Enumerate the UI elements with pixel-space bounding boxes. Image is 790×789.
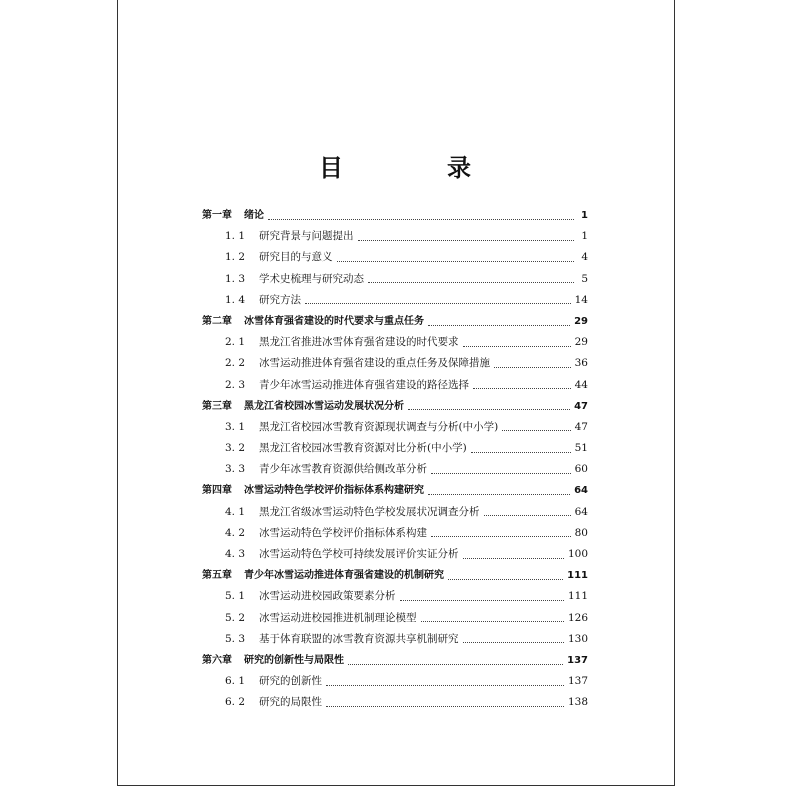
toc-section-row (202, 226, 588, 247)
dot-leader (448, 578, 563, 580)
toc-entry-number: 5. 2 (225, 611, 246, 624)
toc-chapter-row (202, 396, 588, 417)
toc-entry-label: 研究的创新性 (259, 675, 322, 688)
toc-section-row (202, 459, 588, 480)
toc-section-row (202, 353, 588, 374)
toc-entry-number: 3. 2 (225, 442, 246, 455)
toc-chapter-row (202, 565, 588, 586)
toc-page-number: 130 (567, 632, 588, 645)
toc-section-row (202, 417, 588, 438)
toc-section-row (202, 523, 588, 544)
toc-entry-number: 4. 3 (225, 548, 246, 560)
toc-page-number: 64 (574, 505, 588, 518)
toc-entry-label: 绪论 (244, 210, 264, 221)
toc-section-row (202, 247, 588, 268)
toc-page-number: 126 (567, 611, 588, 624)
dot-leader (484, 514, 571, 516)
toc-page-number: 138 (567, 696, 588, 709)
toc-entry-label: 冰雪运动特色学校评价指标体系构建 (259, 526, 427, 539)
toc-entry-number: 第二章 (202, 315, 232, 327)
toc-page-number: 29 (574, 315, 588, 327)
toc-section-row (202, 629, 588, 650)
toc-entry-number: 4. 1 (225, 505, 246, 518)
table-of-contents (202, 205, 588, 714)
toc-section-row (202, 586, 588, 607)
dot-leader (337, 260, 575, 262)
toc-section-row (202, 332, 588, 353)
dot-leader (268, 218, 574, 220)
toc-entry-label: 冰雪运动特色学校可持续发展评价实证分析 (259, 548, 459, 560)
toc-entry-number: 第六章 (202, 654, 232, 666)
toc-entry-number: 2. 1 (225, 336, 246, 349)
toc-page-number: 60 (574, 463, 588, 476)
toc-page-number: 137 (567, 654, 588, 666)
dot-leader (431, 472, 571, 474)
dot-leader (368, 281, 574, 283)
toc-entry-number: 3. 1 (225, 420, 246, 433)
toc-page-number: 1 (581, 210, 588, 221)
toc-page-number: 44 (574, 378, 588, 391)
toc-entry-number: 6. 1 (225, 675, 246, 688)
toc-entry-number: 5. 1 (225, 590, 246, 603)
toc-entry-label: 研究的局限性 (259, 696, 322, 709)
toc-entry-label: 冰雪运动进校园政策要素分析 (259, 590, 396, 603)
toc-section-row (202, 502, 588, 523)
toc-entry-label: 研究目的与意义 (259, 251, 333, 264)
toc-section-row (202, 544, 588, 565)
toc-entry-number: 第三章 (202, 400, 232, 412)
toc-page-number: 137 (567, 675, 588, 688)
toc-entry-number: 第五章 (202, 570, 232, 582)
toc-chapter-row (202, 205, 588, 226)
toc-page-number: 80 (574, 526, 588, 539)
toc-entry-label: 冰雪体育强省建设的时代要求与重点任务 (244, 315, 424, 327)
dot-leader (305, 302, 571, 304)
dot-leader (494, 366, 571, 368)
toc-entry-label: 研究背景与问题提出 (259, 230, 354, 243)
dot-leader (463, 345, 571, 347)
toc-page-number: 47 (574, 400, 588, 412)
toc-section-row (202, 608, 588, 629)
toc-entry-label: 黑龙江省级冰雪运动特色学校发展状况调查分析 (259, 505, 480, 518)
dot-leader (400, 599, 564, 601)
dot-leader (358, 239, 575, 241)
toc-entry-label: 青少年冰雪运动推进体育强省建设的机制研究 (244, 570, 444, 582)
toc-entry-number: 4. 2 (225, 526, 246, 539)
toc-entry-label: 黑龙江省推进冰雪体育强省建设的时代要求 (259, 336, 459, 349)
toc-entry-number: 1. 4 (225, 293, 246, 306)
toc-entry-label: 研究的创新性与局限性 (244, 654, 344, 666)
toc-page-number: 51 (574, 442, 588, 455)
toc-entry-number: 1. 1 (225, 230, 246, 243)
dot-leader (463, 557, 564, 559)
page-title: 目 录 (319, 154, 511, 182)
toc-page-number: 111 (567, 570, 588, 582)
toc-chapter-row (202, 480, 588, 501)
toc-entry-label: 冰雪运动进校园推进机制理论模型 (259, 611, 417, 624)
toc-entry-number: 1. 2 (225, 251, 246, 264)
toc-page-number: 111 (567, 590, 588, 603)
toc-section-row (202, 438, 588, 459)
dot-leader (502, 429, 570, 431)
dot-leader (428, 324, 570, 326)
dot-leader (408, 408, 570, 410)
dot-leader (471, 451, 571, 453)
toc-entry-number: 6. 2 (225, 696, 246, 709)
dot-leader (421, 620, 564, 622)
toc-entry-number: 第四章 (202, 485, 232, 497)
toc-entry-label: 冰雪运动特色学校评价指标体系构建研究 (244, 485, 424, 497)
dot-leader (428, 493, 570, 495)
toc-chapter-row (202, 650, 588, 671)
toc-page-number: 1 (581, 230, 588, 243)
toc-entry-number: 1. 3 (225, 272, 246, 285)
toc-section-row (202, 269, 588, 290)
toc-page-number: 14 (574, 293, 588, 306)
toc-section-row (202, 290, 588, 311)
toc-page-number: 4 (581, 251, 588, 264)
dot-leader (473, 387, 571, 389)
toc-chapter-row (202, 311, 588, 332)
dot-leader (431, 535, 571, 537)
toc-entry-label: 研究方法 (259, 293, 301, 306)
dot-leader (348, 663, 563, 665)
toc-entry-label: 黑龙江省校园冰雪运动发展状况分析 (244, 400, 404, 412)
toc-page-number: 5 (581, 272, 588, 285)
toc-page-number: 47 (574, 420, 588, 433)
toc-entry-number: 第一章 (202, 210, 232, 221)
toc-entry-label: 青少年冰雪教育资源供给侧改革分析 (259, 463, 427, 476)
toc-section-row (202, 692, 588, 713)
toc-section-row (202, 671, 588, 692)
toc-page-number: 36 (574, 357, 588, 370)
toc-entry-number: 5. 3 (225, 632, 246, 645)
toc-entry-label: 学术史梳理与研究动态 (259, 272, 364, 285)
toc-entry-label: 青少年冰雪运动推进体育强省建设的路径选择 (259, 378, 469, 391)
toc-entry-label: 黑龙江省校园冰雪教育资源对比分析(中小学) (259, 442, 467, 455)
toc-entry-number: 2. 3 (225, 378, 246, 391)
toc-entry-number: 2. 2 (225, 357, 246, 370)
dot-leader (326, 684, 564, 686)
toc-page-number: 29 (574, 336, 588, 349)
toc-page-number: 64 (574, 485, 588, 497)
toc-entry-label: 冰雪运动推进体育强省建设的重点任务及保障措施 (259, 357, 490, 370)
toc-entry-label: 黑龙江省校园冰雪教育资源现状调查与分析(中小学) (259, 420, 499, 433)
toc-page-number: 100 (567, 548, 588, 560)
dot-leader (326, 705, 564, 707)
toc-entry-label: 基于体育联盟的冰雪教育资源共享机制研究 (259, 632, 459, 645)
toc-section-row (202, 375, 588, 396)
dot-leader (463, 641, 564, 643)
toc-entry-number: 3. 3 (225, 463, 246, 476)
